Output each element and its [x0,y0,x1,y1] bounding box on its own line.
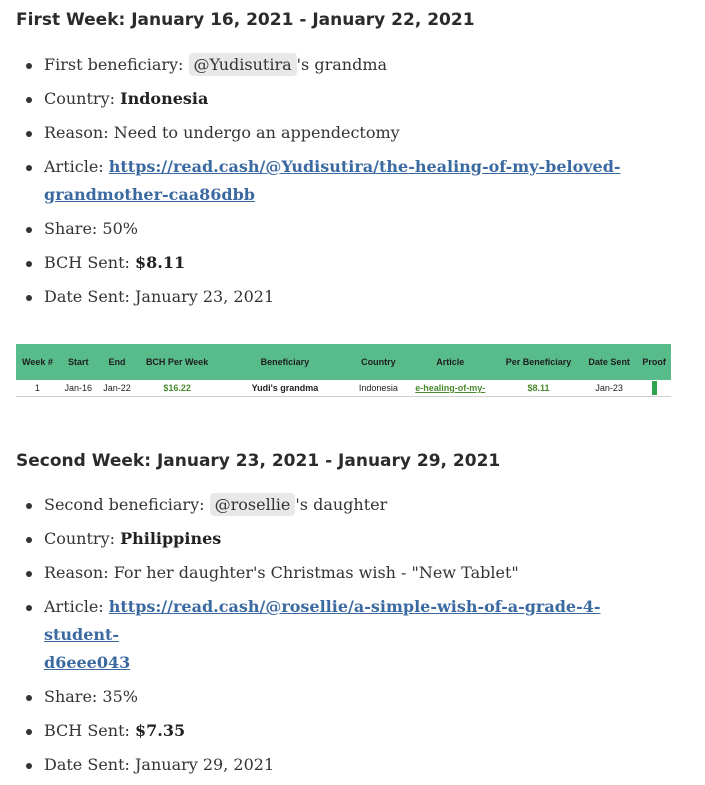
bch-per-week-cell: $16.22 [136,380,218,397]
bch-sent-item: BCH Sent: $8.11 [0,249,664,277]
country-item: Country: Indonesia [0,85,664,113]
week1-heading: First Week: January 16, 2021 - January 22, 2021 [16,10,475,30]
article-item: Article: https://read.cash/@rosellie/a-simple-wish-of-a-grade-4-student- d6eee043 [0,593,664,677]
sheet-header-cell: Per Beneficiary [496,344,581,380]
bch-sent-value: $7.35 [134,721,186,740]
country-item: Country: Philippines [0,525,664,553]
user-mention[interactable]: @rosellie [210,493,296,516]
reason-item: Reason: For her daughter's Christmas wish - "New Tablet" [0,559,664,587]
proof-marker-icon [652,381,657,395]
reason-item: Reason: Need to undergo an appendectomy [0,119,664,147]
sheet-header-cell: Proof [637,344,671,380]
sheet-header-row [16,344,671,380]
article-link[interactable]: https://read.cash/@Yudisutira/the-healing-of-my-beloved- grandmother-caa86dbb [44,157,621,204]
week2-details [0,491,664,785]
week2-heading: Second Week: January 23, 2021 - January 29, 2021 [16,451,501,471]
spreadsheet-screenshot [16,344,671,397]
article-link[interactable]: https://read.cash/@rosellie/a-simple-wish-of-a-grade-4-student- d6eee043 [44,597,601,672]
bch-sent-item: BCH Sent: $7.35 [0,717,664,745]
beneficiary-item: Second beneficiary: @rosellie 's daughter [0,491,664,519]
article-cell: e-healing-of-my- [405,380,496,397]
sheet-header-cell: End [98,344,137,380]
date-sent-item: Date Sent: January 29, 2021 [0,751,664,779]
week1-details [0,51,664,317]
sheet-header-cell: Country [352,344,405,380]
sheet-header-cell: Beneficiary [218,344,352,380]
sheet-header-cell: Article [405,344,496,380]
sheet-header-cell: Date Sent [581,344,637,380]
date-sent-cell: Jan-23 [581,380,637,397]
date-sent-item: Date Sent: January 23, 2021 [0,283,664,311]
country-value: Philippines [120,529,222,548]
beneficiary-item: First beneficiary: @Yudisutira 's grandma [0,51,664,79]
sheet-header-cell: Week # [16,344,59,380]
article-item: Article: https://read.cash/@Yudisutira/the-healing-of-my-beloved- grandmother-caa86dbb [0,153,664,209]
start-cell: Jan-16 [59,380,98,397]
end-cell: Jan-22 [98,380,137,397]
country-cell: Indonesia [352,380,405,397]
sheet-header-cell: BCH Per Week [136,344,218,380]
user-mention[interactable]: @Yudisutira [189,53,297,76]
bch-sent-value: $8.11 [134,253,186,272]
sheet-header-cell: Start [59,344,98,380]
share-item: Share: 35% [0,683,664,711]
share-item: Share: 50% [0,215,664,243]
beneficiary-cell: Yudi's grandma [218,380,352,397]
country-value: Indonesia [120,89,209,108]
table-row [16,380,671,397]
week-cell: 1 [16,380,59,397]
per-beneficiary-cell: $8.11 [496,380,581,397]
proof-cell [637,380,671,397]
